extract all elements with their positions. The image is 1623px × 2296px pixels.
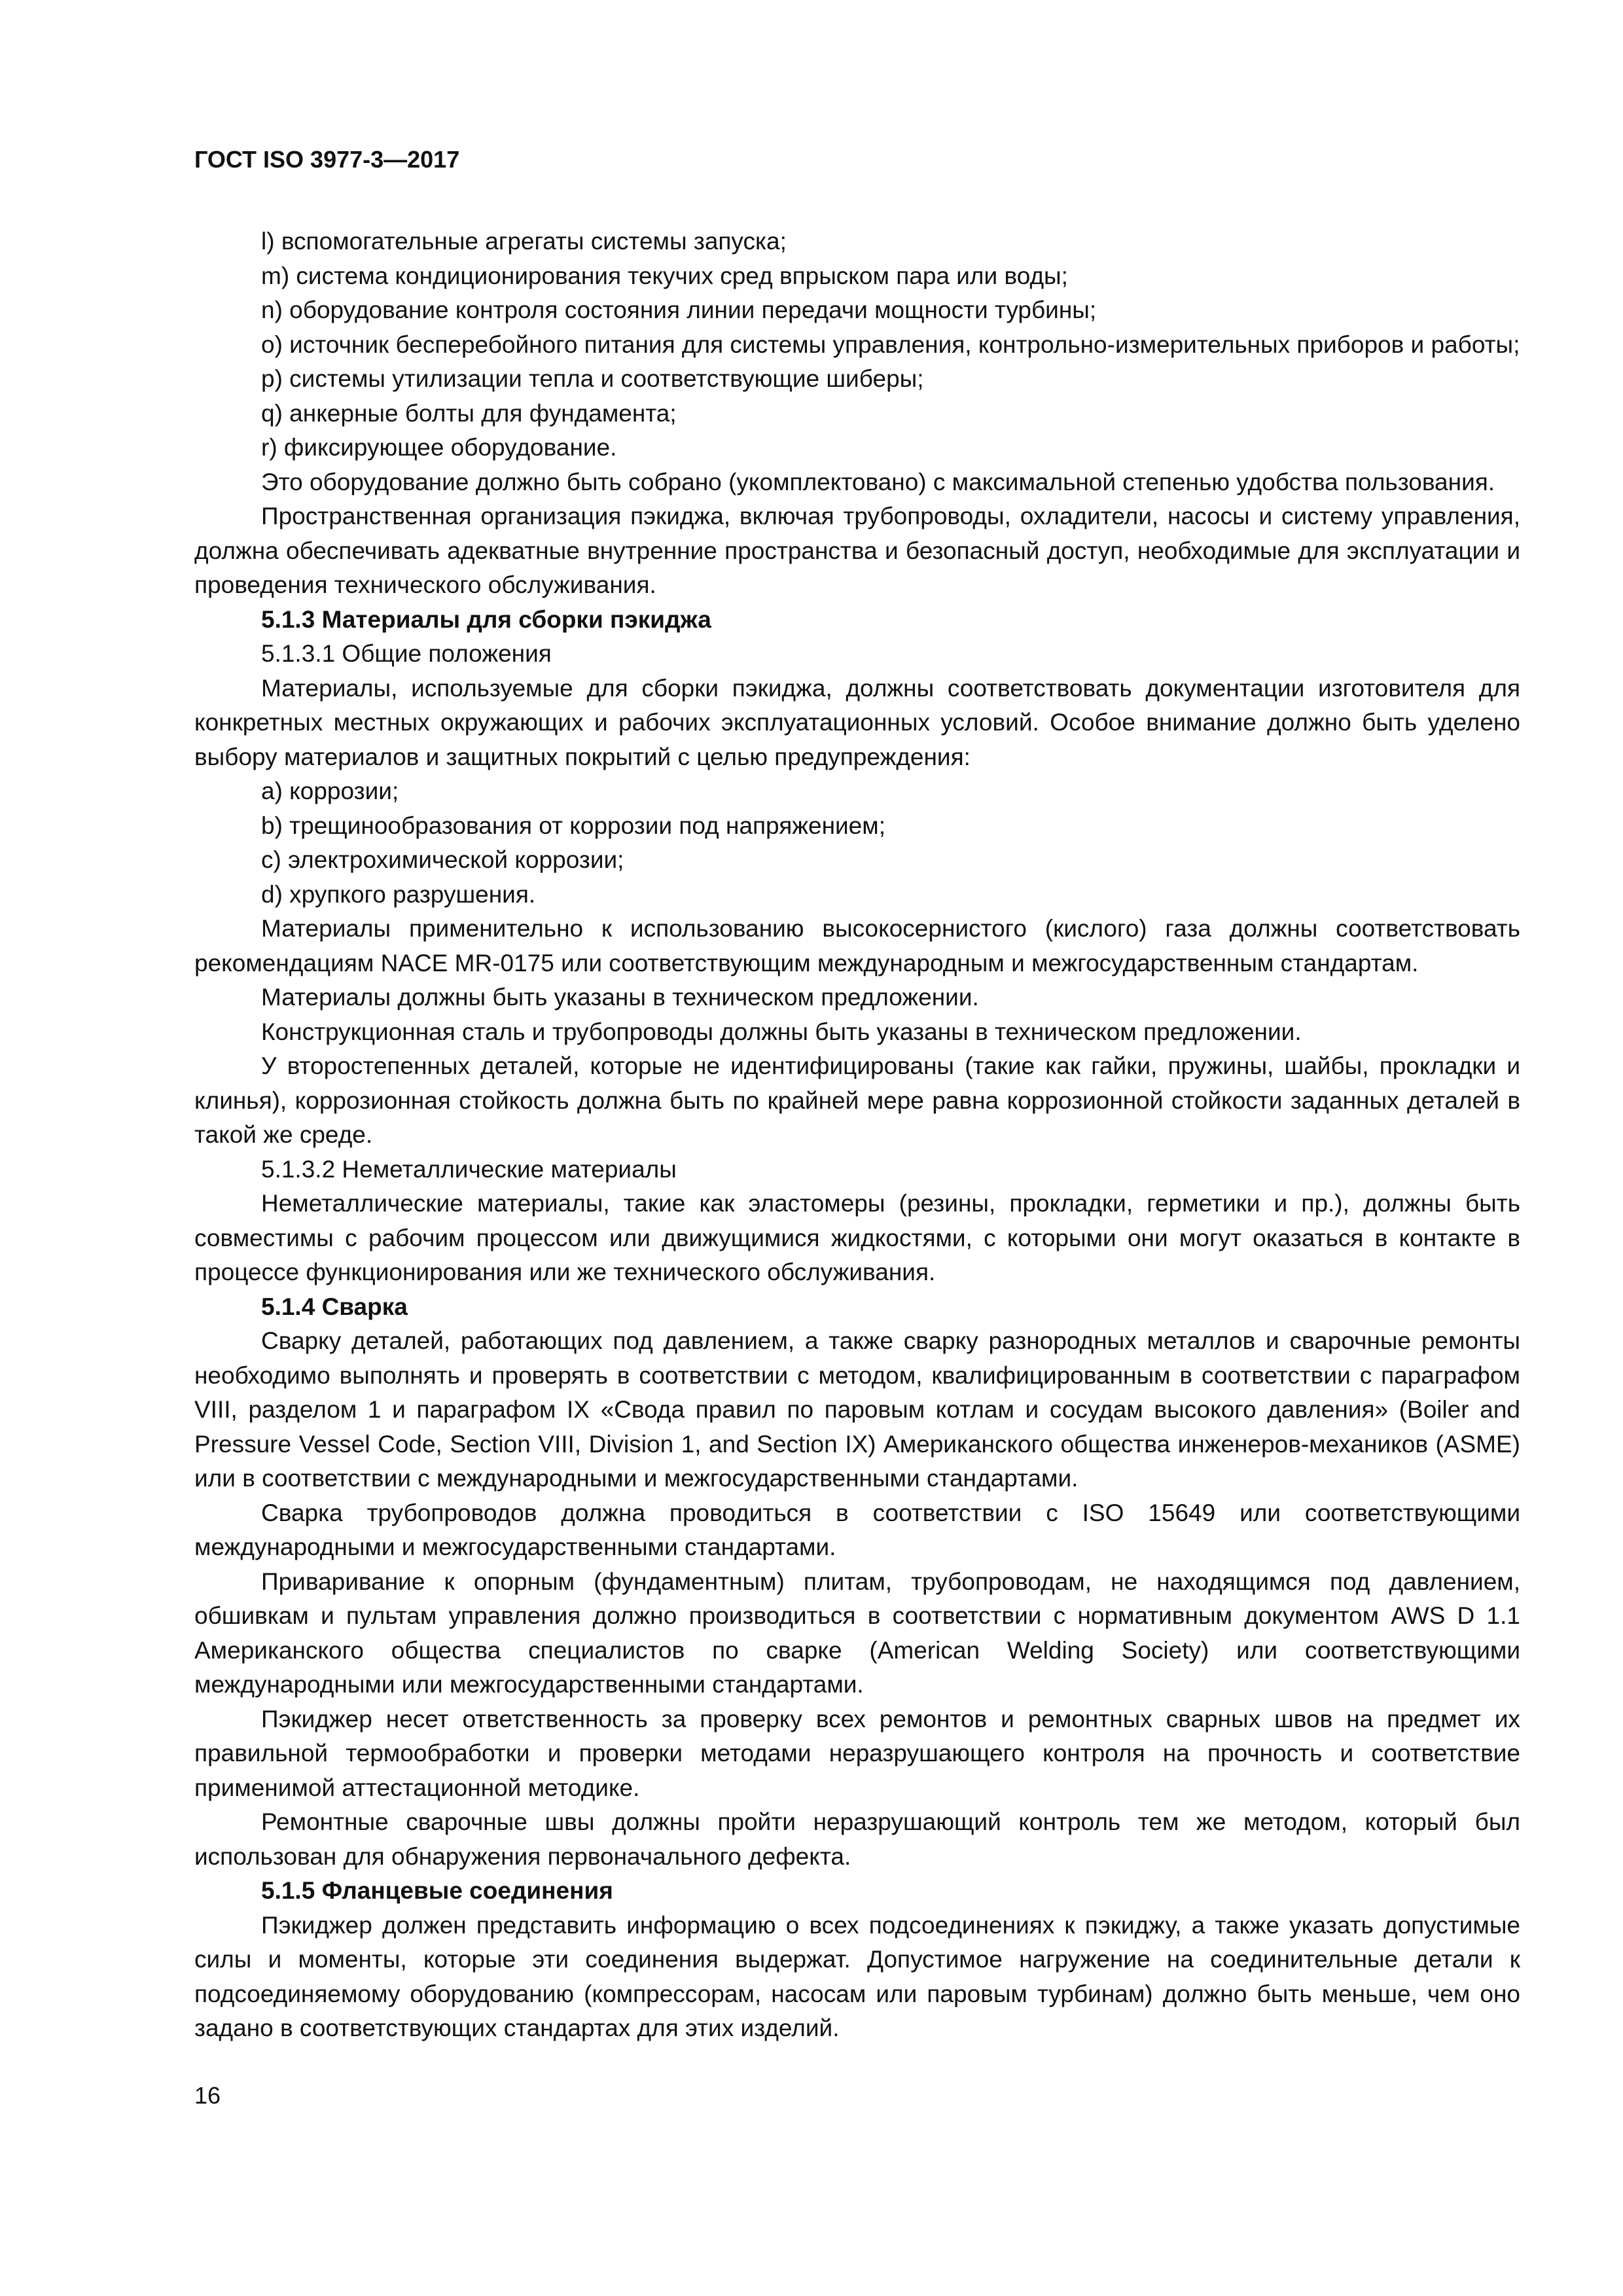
paragraph: d) хрупкого разрушения. [261, 880, 536, 908]
paragraph: Пэкиджер несет ответственность за проверку всех ремонтов и ремонтных сварных швов на предмет их правильной термообработки и проверки методами неразрушающего контроля на прочность и соответствие применимой аттестационной методике. [194, 1705, 1520, 1801]
paragraph: Пэкиджер должен представить информацию о всех подсоединениях к пэкиджу, а также указать допустимые силы и моменты, которые эти соединения выдержат. Допустимое нагружение на соединительные детали к подсоединяемому оборудованию (компрессорам, насосам или паровым турбинам) должно быть меньше, чем оно задано в соответствующих стандартах для этих изделий. [194, 1911, 1520, 2041]
document-body [194, 224, 1520, 2046]
paragraph: a) коррозии; [261, 778, 399, 804]
paragraph: Неметаллические материалы, такие как эластомеры (резины, прокладки, герметики и пр.), должны быть совместимы с рабочим процессом или движущимися жидкостями, с которыми они могут оказаться в контакте в процессе функционирования или же технического обслуживания. [194, 1190, 1520, 1285]
paragraph: p) системы утилизации тепла и соответствующие шиберы; [261, 365, 924, 392]
paragraph: Конструкционная сталь и трубопроводы должны быть указаны в техническом предложении. [261, 1018, 1302, 1045]
standard-designation: ГОСТ ISO 3977-3—2017 [194, 146, 460, 173]
paragraph: Приваривание к опорным (фундаментным) плитам, трубопроводам, не находящимся под давлением, обшивкам и пультам управления должно производиться в соответствии с нормативным документом AWS D 1.1 Американского общества специалистов по сварке (American Welding Society) или соответствующими международными или межгосударственными стандартами. [194, 1568, 1520, 1698]
paragraph: Ремонтные сварочные швы должны пройти неразрушающий контроль тем же методом, который был использован для обнаружения первоначального дефекта. [194, 1808, 1520, 1870]
paragraph: o) источник бесперебойного питания для системы управления, контрольно-измерительных приборов и работы; [261, 331, 1520, 358]
paragraph: Материалы, используемые для сборки пэкиджа, должны соответствовать документации изготовителя для конкретных местных окружающих и рабочих эксплуатационных условий. Особое внимание должно быть уделено выбору материалов и защитных покрытий с целью предупреждения: [194, 674, 1520, 770]
paragraph: Материалы должны быть указаны в техническом предложении. [261, 984, 979, 1011]
paragraph: m) система кондиционирования текучих сред впрыском пара или воды; [261, 262, 1068, 289]
paragraph: r) фиксирующее оборудование. [261, 434, 617, 461]
paragraph: Сварку деталей, работающих под давлением, а также сварку разнородных металлов и сварочные ремонты необходимо выполнять и проверять в соответствии с методом, квалифицированным в соответствии с параграфом VIII, разделом 1 и параграфом IX «Свода правил по паровым котлам и сосудам высокого давления» (Boiler and Pressure Vessel Code, Section VIII, Division 1, and Section IX) Американского общества инженеров-механиков (ASME) или в соответствии с международными и межгосударственными стандартами. [194, 1327, 1520, 1492]
section-heading: 5.1.4 Сварка [261, 1293, 408, 1320]
paragraph: Пространственная организация пэкиджа, включая трубопроводы, охладители, насосы и систему управления, должна обеспечивать адекватные внутренние пространства и безопасный доступ, необходимые для эксплуатации и проведения технического обслуживания. [194, 503, 1520, 598]
paragraph: 5.1.3.2 Неметаллические материалы [261, 1155, 677, 1183]
page-number: 16 [194, 2082, 221, 2109]
paragraph: У второстепенных деталей, которые не идентифицированы (такие как гайки, пружины, шайбы, прокладки и клинья), коррозионная стойкость должна быть по крайней мере равна коррозионной стойкости заданных деталей в такой же среде. [194, 1052, 1520, 1148]
paragraph: Сварка трубопроводов должна проводиться в соответствии с ISO 15649 или соответствующими международными и межгосударственными стандартами. [194, 1499, 1520, 1560]
paragraph: b) трещинообразования от коррозии под напряжением; [261, 812, 885, 839]
section-heading: 5.1.3 Материалы для сборки пэкиджа [261, 605, 711, 633]
paragraph: c) электрохимической коррозии; [261, 846, 624, 873]
paragraph: l) вспомогательные агрегаты системы запуска; [261, 228, 787, 255]
paragraph: n) оборудование контроля состояния линии передачи мощности турбины; [261, 296, 1097, 323]
paragraph: Материалы применительно к использованию высокосернистого (кислого) газа должны соответствовать рекомендациям NACE MR-0175 или соответствующим международным и межгосударственным стандартам. [194, 915, 1520, 977]
paragraph: 5.1.3.1 Общие положения [261, 640, 552, 667]
paragraph: q) анкерные болты для фундамента; [261, 399, 677, 427]
paragraph: Это оборудование должно быть собрано (укомплектовано) с максимальной степенью удобства пользования. [261, 468, 1495, 495]
section-heading: 5.1.5 Фланцевые соединения [261, 1877, 613, 1904]
